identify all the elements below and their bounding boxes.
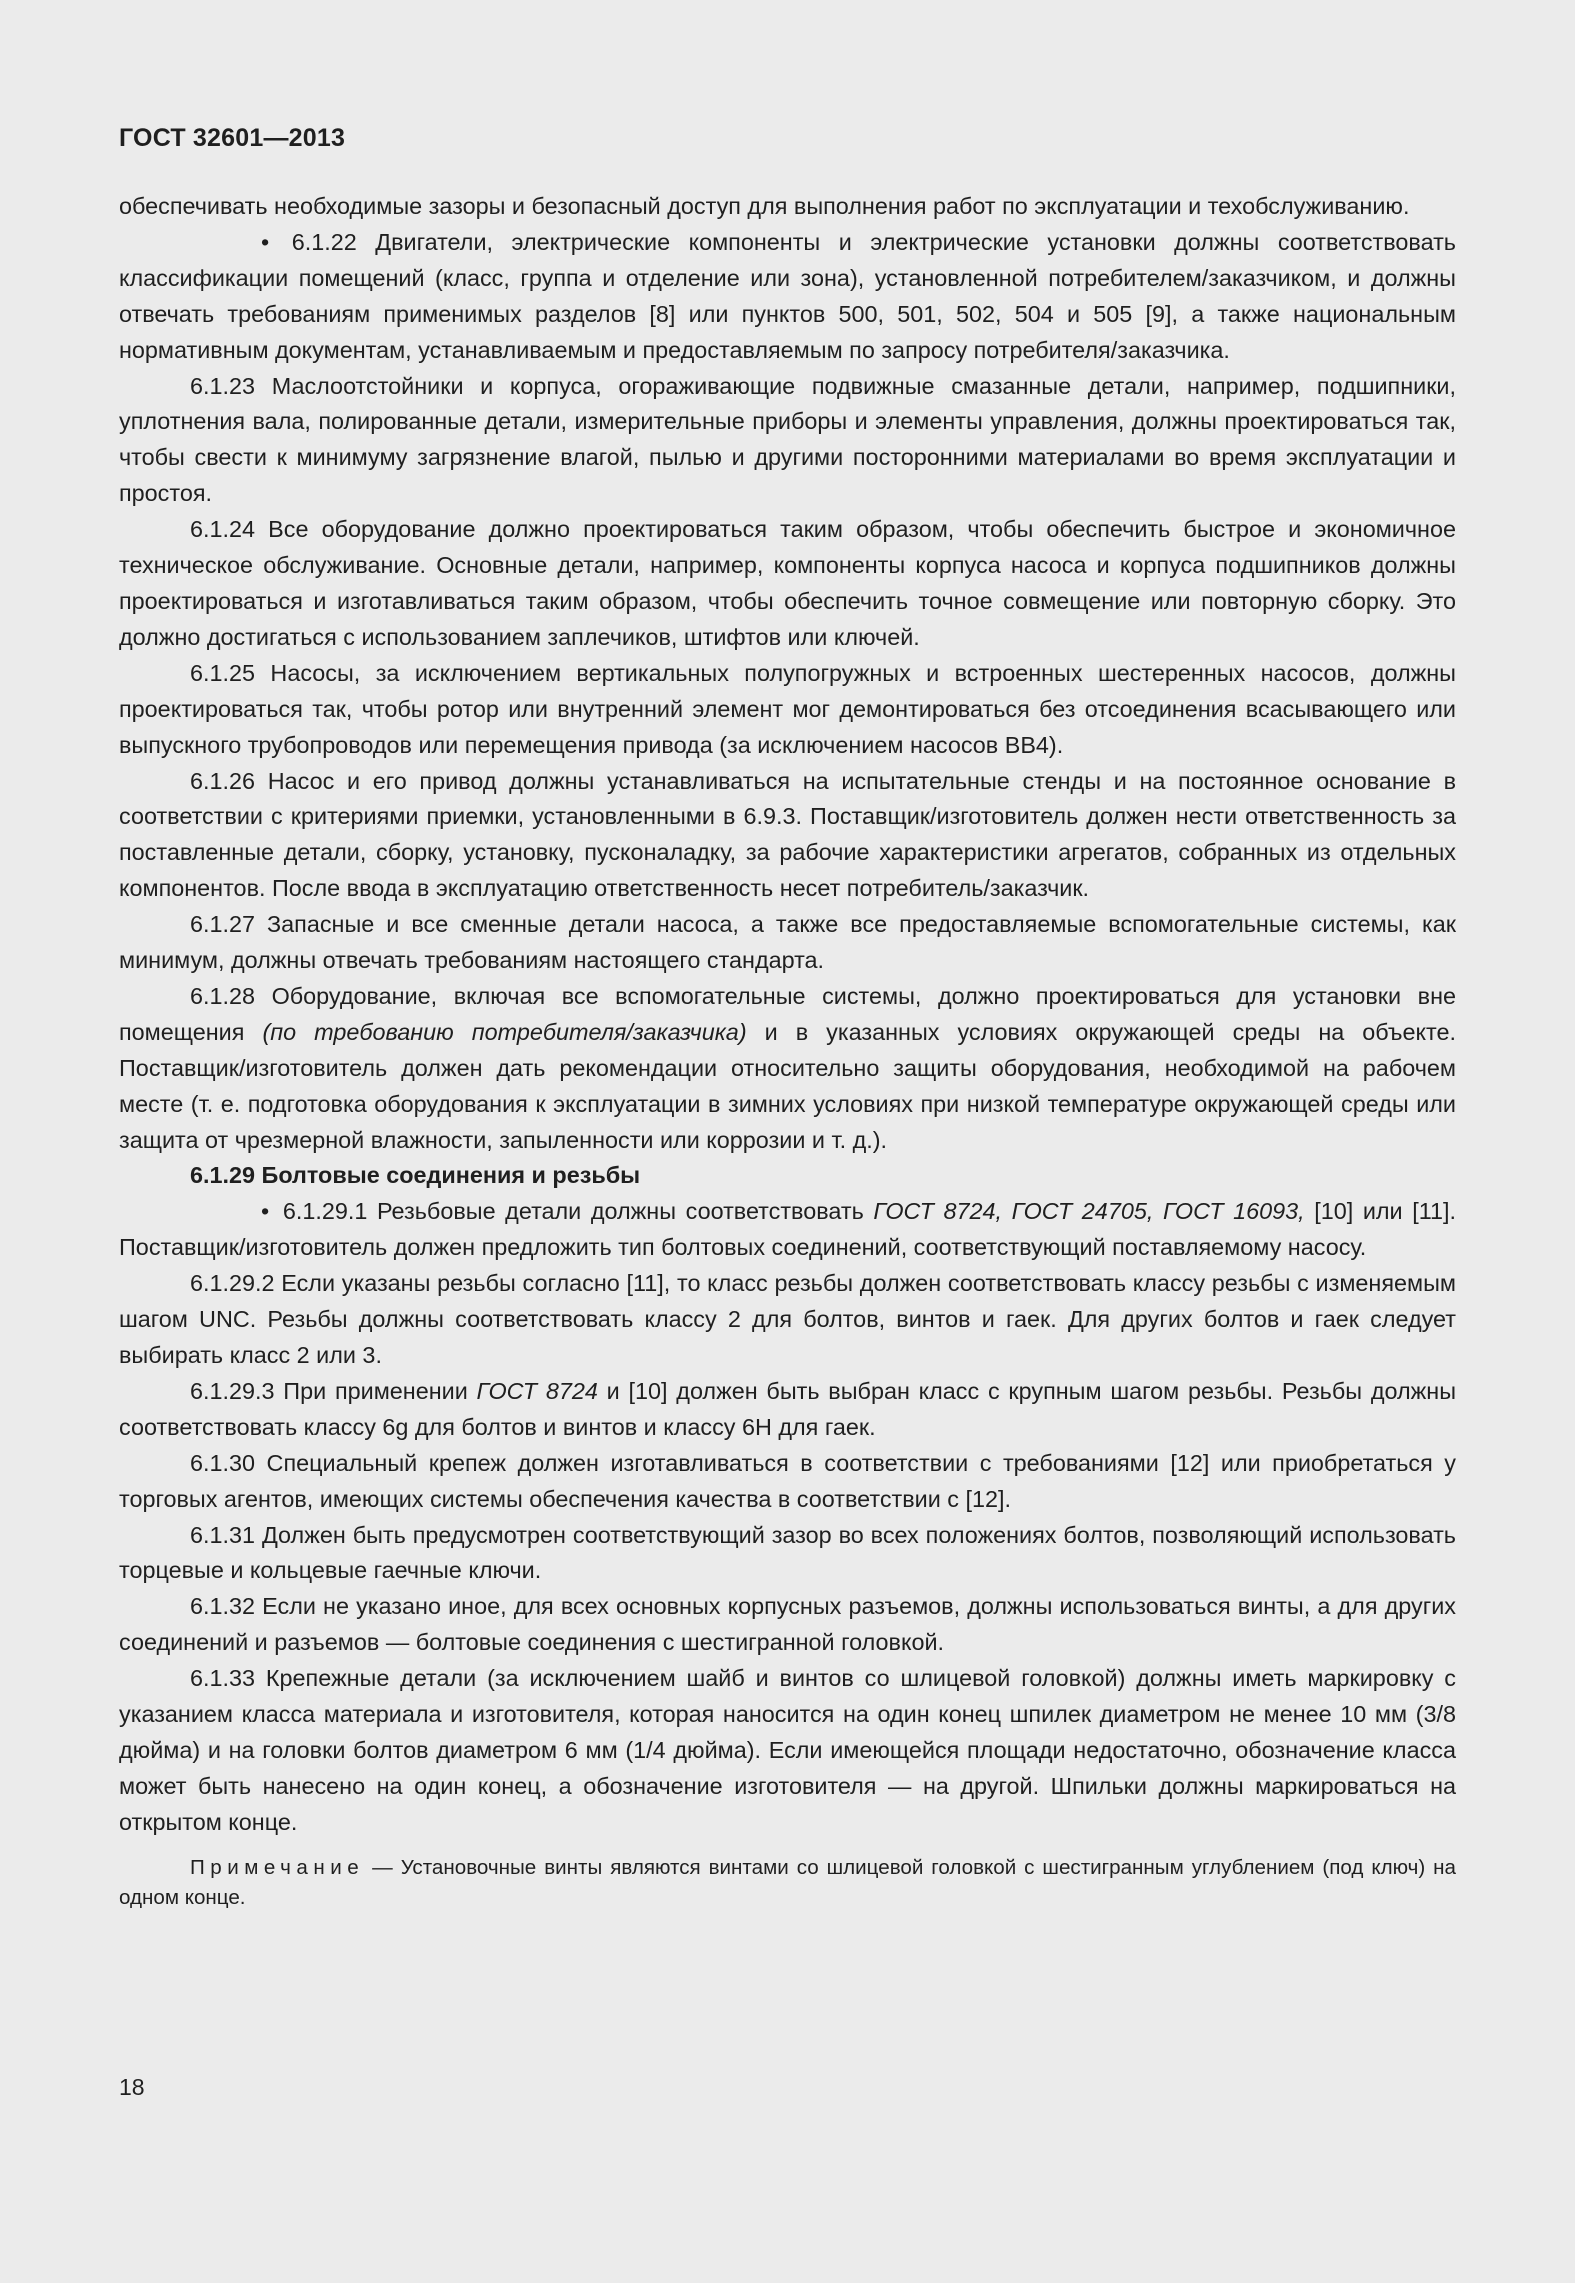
page-number: 18 xyxy=(119,2074,145,2100)
paragraph-6-1-22 xyxy=(119,225,1456,369)
paragraph-text: и [10] должен быть выбран класс с крупным шагом резьбы. Резьбы должны соответствовать классу 6g для болтов и винтов и классу 6H для гаек. xyxy=(119,1377,1457,1440)
paragraph-6-1-32: 6.1.32 Если не указано иное, для всех основных корпусных разъемов, должны использоваться винты, а для других соединений и разъемов — болтовые соединения с шестигранной головкой. xyxy=(119,1593,1456,1656)
paragraph-6-1-26: 6.1.26 Насос и его привод должны устанавливаться на испытательные стенды и на постоянное основание в соответствии с критериями приемки, установленными в 6.9.3. Поставщик/изготовитель должен нести ответственность за поставленные детали, сборку, установку, пусконаладку, за рабочие характеристики агрегатов, собранных из отдельных компонентов. После ввода в эксплуатацию ответственность несет потребитель/заказчик. xyxy=(119,767,1456,902)
paragraph-6-1-23: 6.1.23 Маслоотстойники и корпуса, огораживающие подвижные смазанные детали, например, подшипники, уплотнения вала, полированные детали, измерительные приборы и элементы управления, должны проектироваться так, чтобы свести к минимуму загрязнение влагой, пылью и другими посторонними материалами во время эксплуатации и простоя. xyxy=(119,372,1456,507)
section-heading-6-1-29: 6.1.29 Болтовые соединения и резьбы xyxy=(190,1162,641,1189)
paragraph-6-1-29-2: 6.1.29.2 Если указаны резьбы согласно [11], то класс резьбы должен соответствовать классу резьбы с изменяемым шагом UNC. Резьбы должны соответствовать классу 2 для болтов, винтов и гаек. Для других болтов и гаек следует выбирать класс 2 или 3. xyxy=(119,1270,1456,1368)
document-header: ГОСТ 32601—2013 xyxy=(119,124,346,152)
paragraph-6-1-24: 6.1.24 Все оборудование должно проектироваться таким образом, чтобы обеспечить быстрое и экономичное техническое обслуживание. Основные детали, например, компоненты корпуса насоса и корпуса подшипников должны проектироваться и изготавливаться таким образом, чтобы обеспечить точное совмещение или повторную сборку. Это должно достигаться с использованием заплечиков, штифтов или ключей. xyxy=(119,516,1456,650)
paragraph-6-1-28 xyxy=(119,979,1456,1159)
paragraph-text: 6.1.29.1 Резьбовые детали должны соответствовать xyxy=(282,1198,874,1225)
paragraph-6-1-25: 6.1.25 Насосы, за исключением вертикальных полупогружных и встроенных шестеренных насосов, должны проектироваться так, чтобы ротор или внутренний элемент мог демонтироваться без отсоединения всасывающего или выпускного трубопроводов или перемещения привода (за исключением насосов ВВ4). xyxy=(119,659,1456,758)
paragraph-text: и в указанных условиях окружающей среды на объекте. Поставщик/изготовитель должен дать рекомендации относительно защиты оборудования, необходимой на рабочем месте (т. е. подготовка оборудования к эксплуатации в зимних условиях при низкой температуре окружающей среды или защита от чрезмерной влажности, запыленности или коррозии и т. д.). xyxy=(119,1018,1456,1153)
paragraph-6-1-33: 6.1.33 Крепежные детали (за исключением шайб и винтов со шлицевой головкой) должны иметь маркировку с указанием класса материала и изготовителя, которая наносится на один конец шпилек диаметром не менее 10 мм (3/8 дюйма) и на головки болтов диаметром 6 мм (1/4 дюйма). Если имеющейся площади недостаточно, обозначение класса может быть нанесено на один конец, а обозначение изготовителя — на другой. Шпильки должны маркироваться на открытом конце. xyxy=(119,1665,1456,1835)
italic-text: ГОСТ 8724 xyxy=(476,1377,598,1404)
paragraph-6-1-29-3 xyxy=(119,1374,1456,1446)
bullet-marker: • xyxy=(261,228,270,255)
note-label: Примечание xyxy=(190,1855,365,1879)
document-body xyxy=(119,189,1456,1913)
italic-text: ГОСТ 8724, ГОСТ 24705, ГОСТ 16093, xyxy=(873,1198,1305,1225)
paragraph-text: 6.1.28 Оборудование, включая все вспомогательные системы, должно проектироваться для установки вне помещения xyxy=(119,982,1456,1045)
paragraph-6-1-30: 6.1.30 Специальный крепеж должен изготавливаться в соответствии с требованиями [12] или приобретаться у торговых агентов, имеющих системы обеспечения качества в соответствии с [12]. xyxy=(119,1449,1456,1512)
paragraph-6-1-29-1 xyxy=(119,1194,1456,1266)
paragraph-text: 6.1.29.3 При применении xyxy=(190,1377,477,1404)
paragraph-text: [10] или [11]. Поставщик/изготовитель должен предложить тип болтовых соединений, соответствующий поставляемому насосу. xyxy=(119,1198,1456,1261)
paragraph-6-1-31: 6.1.31 Должен быть предусмотрен соответствующий зазор во всех положениях болтов, позволяющий использовать торцевые и кольцевые гаечные ключи. xyxy=(119,1521,1456,1584)
paragraph-continuation: обеспечивать необходимые зазоры и безопасный доступ для выполнения работ по эксплуатации и техобслуживанию. xyxy=(119,193,1410,219)
note-text: — Установочные винты являются винтами со шлицевой головкой с шестигранным углублением (под ключ) на одном конце. xyxy=(119,1855,1456,1909)
bullet-marker: • xyxy=(261,1198,270,1225)
italic-text: (по требованию потребителя/заказчика) xyxy=(262,1018,747,1045)
note xyxy=(119,1853,1456,1913)
paragraph-text: 6.1.22 Двигатели, электрические компоненты и электрические установки должны соответствовать классификации помещений (класс, группа и отделение или зона), установленной потребителем/заказчиком, и должны отвечать требованиям применимых разделов [8] или пунктов 500, 501, 502, 504 и 505 [9], а также национальным нормативным документам, устанавливаемым и предоставляемым по запросу потребителя/заказчика. xyxy=(119,228,1456,363)
paragraph-6-1-27: 6.1.27 Запасные и все сменные детали насоса, а также все предоставляемые вспомогательные системы, как минимум, должны отвечать требованиям настоящего стандарта. xyxy=(119,911,1456,974)
